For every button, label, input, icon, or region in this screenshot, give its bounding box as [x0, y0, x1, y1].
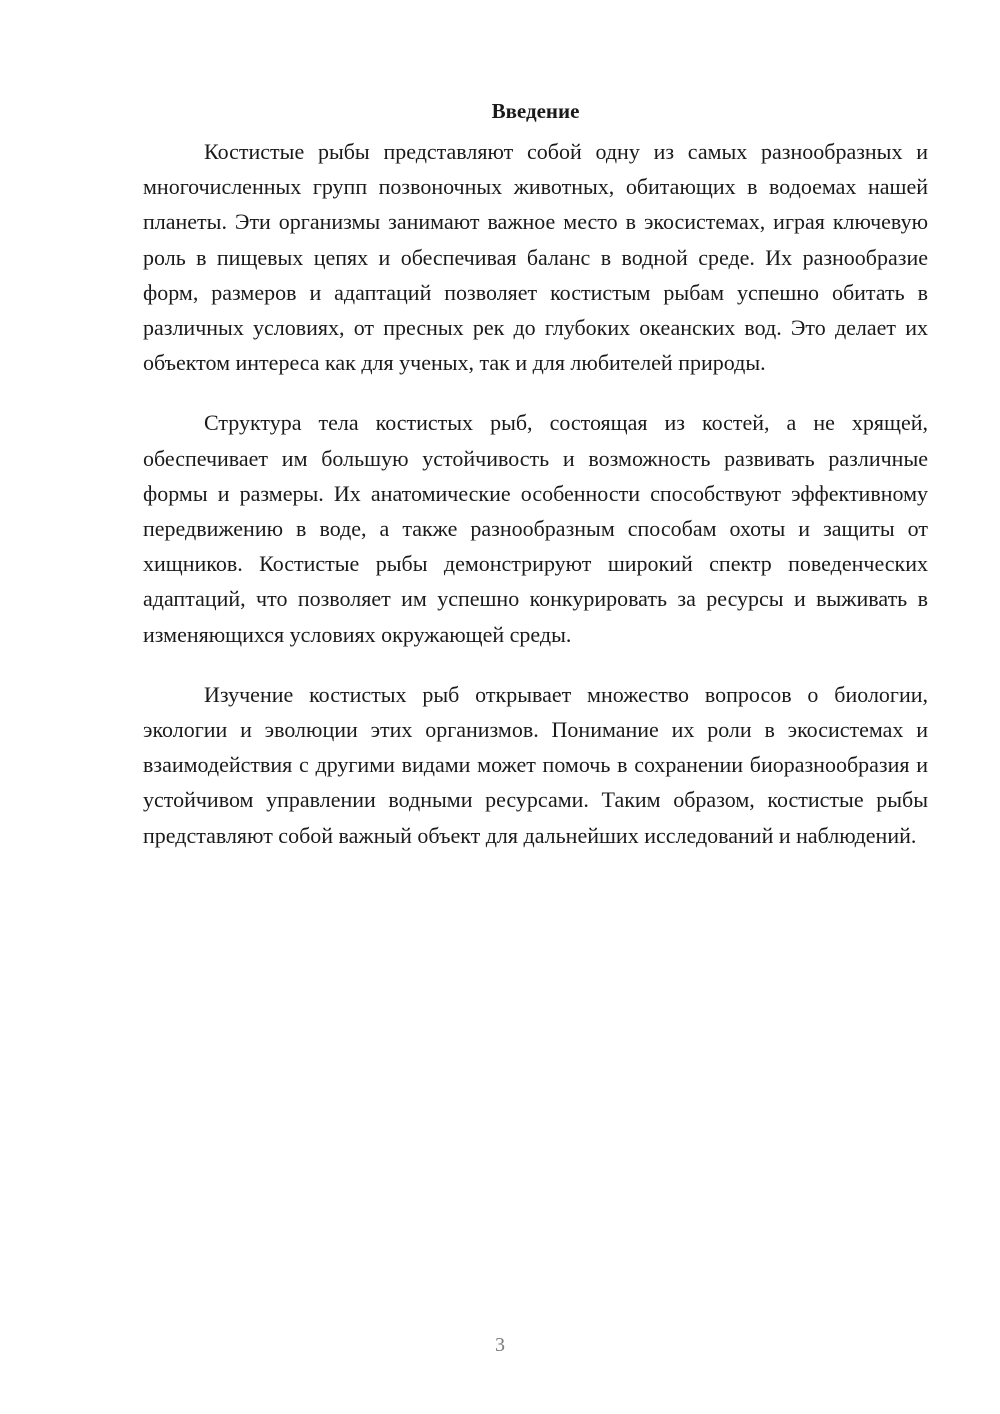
paragraph-3: Изучение костистых рыб открывает множество вопросов о биологии, экологии и эволюции этих организмов. Понимание их роли в экосистемах и взаимодействия с другими видами может помочь в сохранении биоразнообразия и устойчивом управлении водными ресурсами. Таким образом, костистые рыбы представляют собой важный объект для дальнейших исследований и наблюдений.	[143, 681, 928, 848]
paragraph-2: Структура тела костистых рыб, состоящая из костей, а не хрящей, обеспечивает им большую устойчивость и возможность развивать различные формы и размеры. Их анатомические особенности способствуют эффективному передвижению в воде, а также разнообразным способам охоты и защиты от хищников. Костистые рыбы демонстрируют широкий спектр поведенческих адаптаций, что позволяет им успешно конкурировать за ресурсы и выживать в изменяющихся условиях окружающей среды.	[143, 410, 928, 647]
paragraph-1: Костистые рыбы представляют собой одну из самых разнообразных и многочисленных групп позвоночных животных, обитающих в водоемах нашей планеты. Эти организмы занимают важное место в экосистемах, играя ключевую роль в пищевых цепях и обеспечивая баланс в водной среде. Их разнообразие форм, размеров и адаптаций позволяет костистым рыбам успешно обитать в различных условиях, от пресных рек до глубоких океанских вод. Это делает их объектом интереса как для ученых, так и для любителей природы.	[143, 139, 928, 376]
section-heading: Введение	[491, 99, 580, 123]
page-number: 3	[495, 1334, 505, 1356]
page-content	[143, 96, 928, 878]
